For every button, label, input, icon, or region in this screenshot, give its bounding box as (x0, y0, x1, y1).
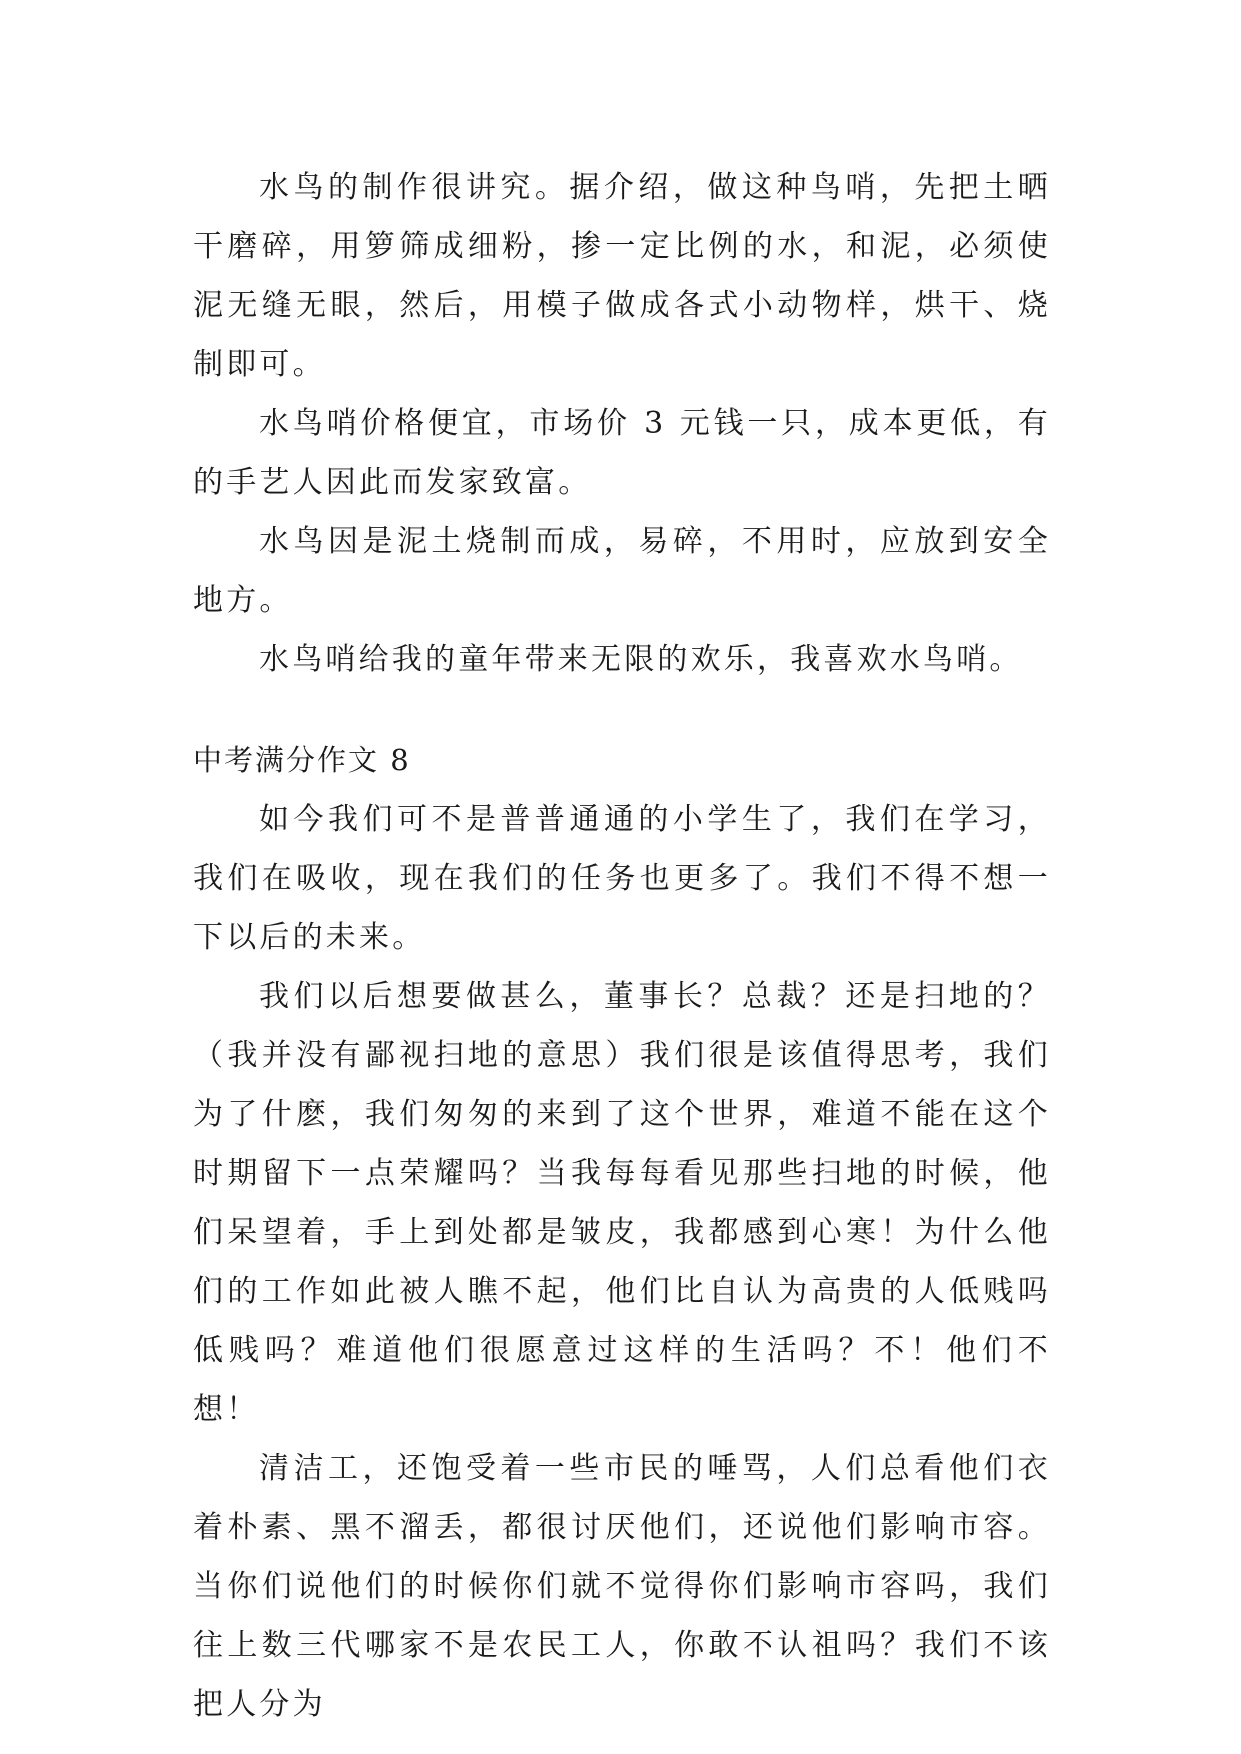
paragraph-career-thoughts: 我们以后想要做甚么，董事长？总裁？还是扫地的？（我并没有鄙视扫地的意思）我们很是该值得思考，我们为了什麽，我们匆匆的来到了这个世界，难道不能在这个时期留下一点荣耀吗？当我每每看见那些扫地的时候，他们呆望着，手上到处都是皱皮，我都感到心寒！为什么他们的工作如此被人瞧不起，他们比自认为高贵的人低贱吗低贱吗？难道他们很愿意过这样的生活吗？不！他们不想！ (193, 979, 1051, 1427)
paragraph-bird-whistle-making: 水鸟的制作很讲究。据介绍，做这种鸟哨，先把土晒干磨碎，用箩筛成细粉，掺一定比例的水，和泥，必须使泥无缝无眼，然后，用模子做成各式小动物样，烘干、烧制即可。 (193, 170, 1051, 382)
paragraph-cleaners: 清洁工，还饱受着一些市民的唾骂，人们总看他们衣着朴素、黑不溜丢，都很讨厌他们，还说他们影响市容。当你们说他们的时候你们就不觉得你们影响市容吗，我们往上数三代哪家不是农民工人，你敢不认祖吗？我们不该把人分为 (193, 1451, 1051, 1722)
paragraph-bird-whistle-joy: 水鸟哨给我的童年带来无限的欢乐，我喜欢水鸟哨。 (259, 642, 1023, 677)
document-page (193, 158, 1051, 1734)
paragraph-students-future: 如今我们可不是普普通通的小学生了，我们在学习，我们在吸收，现在我们的任务也更多了。我们不得不想一下以后的未来。 (193, 802, 1051, 955)
section-title: 中考满分作文 8 (193, 743, 411, 777)
paragraph-bird-whistle-fragile: 水鸟因是泥土烧制而成，易碎，不用时，应放到安全地方。 (193, 524, 1051, 618)
paragraph-bird-whistle-price: 水鸟哨价格便宜，市场价 3 元钱一只，成本更低，有的手艺人因此而发家致富。 (193, 406, 1051, 500)
